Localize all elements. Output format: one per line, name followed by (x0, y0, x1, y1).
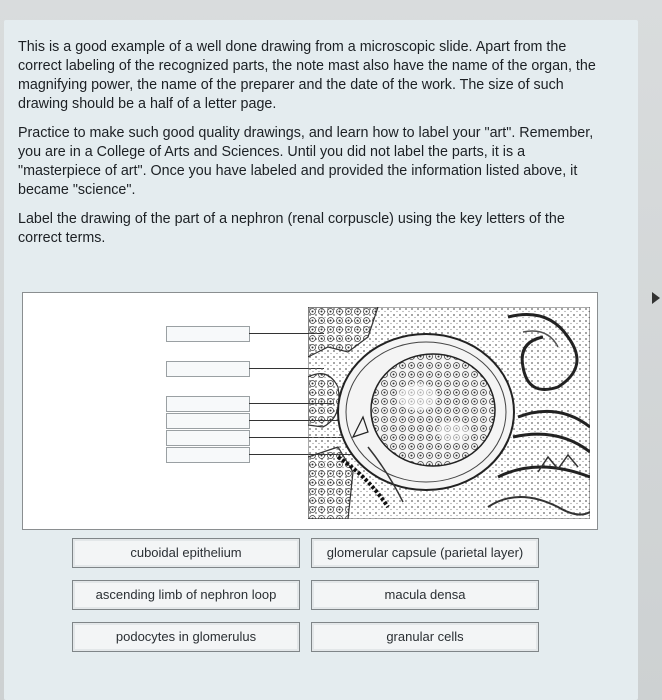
term-podocytes[interactable] (72, 622, 300, 652)
nephron-drawing-illustration (308, 307, 590, 519)
instruction-paragraph-3: Label the drawing of the part of a nephron (renal corpuscle) using the key letters of the correct terms. (18, 211, 565, 246)
instruction-paragraph-2: Practice to make such good quality drawings, and learn how to label your "art". Remember, you are in a College of Arts and Sciences. Until you did not label the parts, it is a "masterpiece of art". Once you have labeled and provided the information listed above, it became "science". (18, 125, 594, 198)
term-glomerular-capsule[interactable] (311, 538, 539, 568)
figure-drop-area (22, 292, 598, 530)
term-label: podocytes in glomerulus (115, 629, 257, 644)
term-ascending-limb[interactable] (72, 580, 300, 610)
term-label: granular cells (386, 629, 464, 644)
label-drop-slot-4[interactable] (166, 413, 250, 429)
term-macula-densa[interactable] (311, 580, 539, 610)
label-drop-slot-2[interactable] (166, 361, 250, 377)
term-granular-cells[interactable] (311, 622, 539, 652)
label-drop-slot-5[interactable] (166, 430, 250, 446)
term-label: glomerular capsule (parietal layer) (326, 545, 524, 560)
label-drop-slot-6[interactable] (166, 447, 250, 463)
scroll-right-arrow-icon[interactable] (652, 292, 660, 304)
term-label: macula densa (384, 587, 466, 602)
term-label: ascending limb of nephron loop (95, 587, 277, 602)
term-label: cuboidal epithelium (130, 545, 242, 560)
label-drop-slot-1[interactable] (166, 326, 250, 342)
svg-text:·: · (378, 319, 381, 329)
term-cuboidal-epithelium[interactable] (72, 538, 300, 568)
label-drop-slot-3[interactable] (166, 396, 250, 412)
instructions (18, 38, 608, 248)
instruction-paragraph-1: This is a good example of a well done drawing from a microscopic slide. Apart from the correct labeling of the recognized parts, the note mast also have the name of the organ, the magnifying power, the name of the preparer and the date of the work. The size of such drawing should be a half of a letter page. (18, 39, 596, 112)
